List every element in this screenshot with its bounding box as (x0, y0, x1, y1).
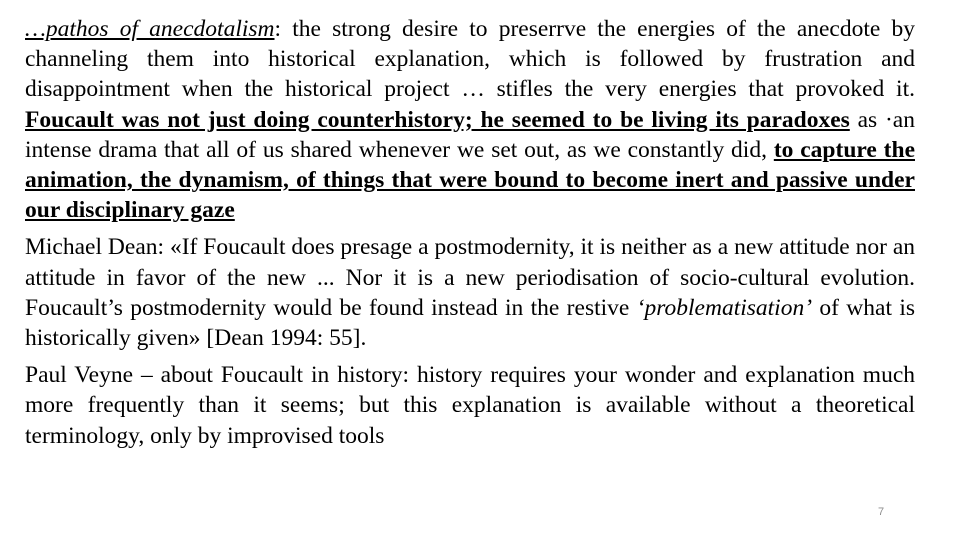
term-problematisation: ‘problematisation’ (636, 294, 813, 321)
slide-body (25, 14, 915, 458)
term-pathos-of-anecdotalism: …pathos of anecdotalism (25, 16, 275, 42)
emphasis-capture-animation: to capture the animation, the dynamism, of things that were bound to become inert and passive under our disciplinary gaze (25, 136, 915, 224)
paragraph1-text2: as ·an intense drama that all of us shared whenever we set out, as we constantly did, (25, 106, 915, 163)
paragraph3-text: Paul Veyne – about Foucault in history: history requires your wonder and explanation much more frequently than it seems; but this explanation is available without a theoretical terminology, only by improvised tools (25, 362, 915, 449)
emphasis-foucault-counterhistory: Foucault was not just doing counterhistory; he seemed to be living its paradoxes (25, 106, 850, 133)
paragraph-michael-dean-quote (25, 232, 915, 353)
paragraph2-text1: Michael Dean: «If Foucault does presage a postmodernity, it is neither as a new attitude nor an attitude in favor of the new ... Nor it is a new periodisation of socio-cultural evolution. Foucault’s postmodernity would be found instead in the restive (25, 234, 915, 321)
paragraph-pathos-of-anecdotalism (25, 14, 915, 225)
paragraph-paul-veyne (25, 360, 915, 451)
paragraph1-text1: the strong desire to preserrve the energies of the anecdote by channeling them into historical explanation, which is followed by frustration and disappointment when the historical project … stifles the very energies that provoked it. (25, 16, 915, 103)
paragraph2-text2: of what is historically given» [Dean 1994: 55]. (25, 294, 915, 352)
page-number: 7 (878, 506, 885, 518)
colon: : (274, 16, 282, 42)
